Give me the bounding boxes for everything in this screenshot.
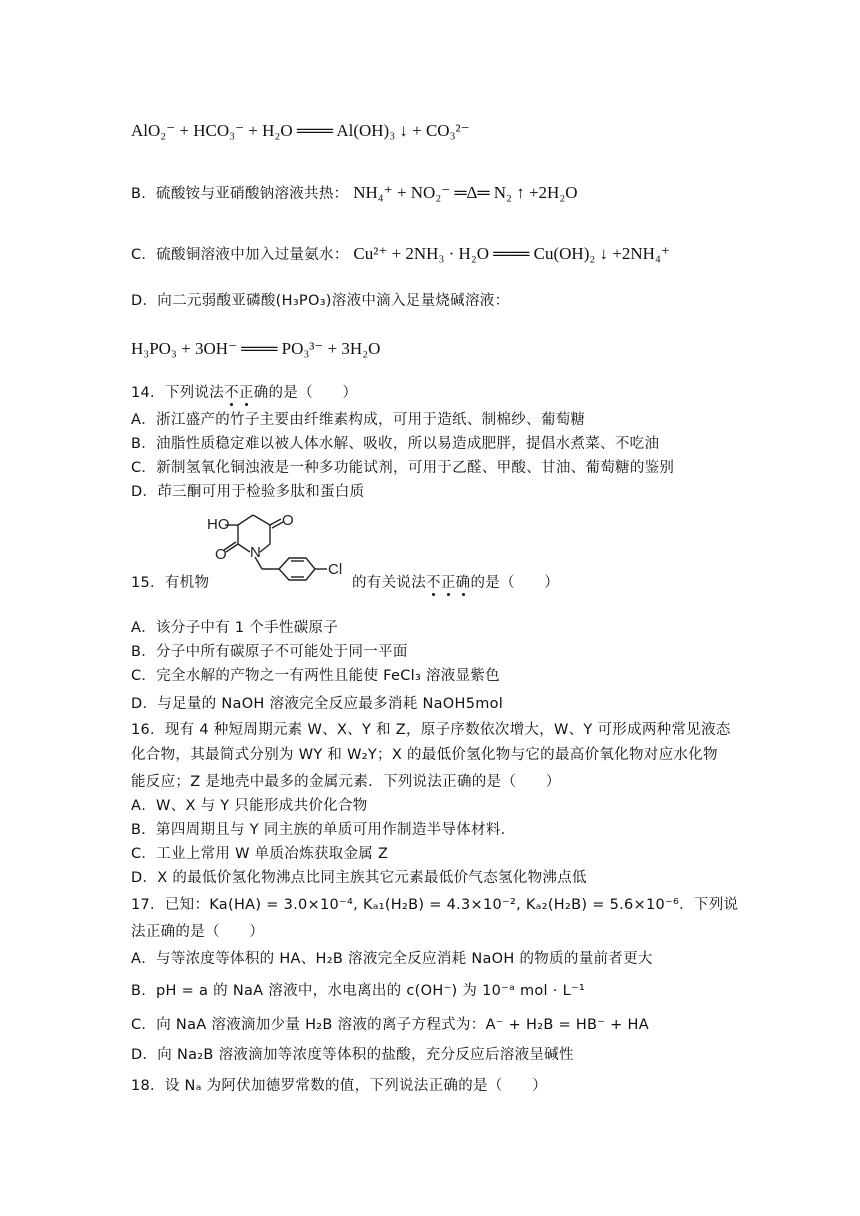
q13-option-b-text: B．硫酸铵与亚硝酸钠溶液共热：	[131, 186, 349, 202]
q13-option-c-equation: Cu²⁺ + 2NH₃ · H₂O ═══ Cu(OH)₂ ↓ +2NH₄⁺	[353, 244, 670, 263]
q14-stem-a: 14．下列说法	[131, 385, 225, 401]
q14-option-d: D．茚三酮可用于检验多肽和蛋白质	[131, 484, 365, 500]
molecule-structure	[196, 509, 356, 589]
q15-stem-c: 的是（ ）	[470, 575, 560, 591]
q15-stem-dot2: 正	[440, 575, 456, 591]
q15-stem	[352, 572, 559, 594]
q17-stem-line2: 法正确的是（ ）	[131, 924, 265, 940]
q16-stem-line1: 16．现有 4 种短周期元素 W、X、Y 和 Z，原子序数依次增大，W、Y 可形成两种常见液态	[131, 722, 731, 738]
q16-option-c: C．工业上常用 W 单质冶炼获取金属 Z	[131, 846, 389, 862]
q13-option-d-equation: H₃PO₃ + 3OH⁻ ═══ PO₃³⁻ + 3H₂O	[131, 339, 381, 358]
q15-stem-dot1: 不	[426, 575, 441, 591]
q15-stem-dot3: 确	[455, 575, 471, 591]
mol-o2: O	[215, 546, 227, 563]
q17-stem-line1: 17．已知：Ka(HA) = 3.0×10⁻⁴, Kₐ₁(H₂B) = 4.3×10⁻², Kₐ₂(H₂B) = 5.6×10⁻⁶．下列说	[131, 897, 739, 913]
q15-option-c: C．完全水解的产物之一有两性且能使 FeCl₃ 溶液显紫色	[131, 668, 500, 684]
q15-option-d: D．与足量的 NaOH 溶液完全反应最多消耗 NaOH5mol	[131, 696, 504, 712]
q14-stem-b: 确的是（ ）	[253, 385, 358, 401]
q13-option-b	[131, 182, 578, 205]
q16-stem-line3: 能反应；Z 是地壳中最多的金属元素．下列说法正确的是（ ）	[131, 774, 561, 790]
q13-option-c	[131, 243, 670, 266]
q13-option-a-equation: AlO₂⁻ + HCO₃⁻ + H₂O ═══ Al(OH)₃ ↓ + CO₃²⁻	[131, 121, 470, 140]
q14-stem-dot1: 不	[224, 385, 239, 401]
q18-stem: 18．设 Nₐ 为阿伏加德罗常数的值，下列说法正确的是（ ）	[131, 1078, 547, 1094]
q14-stem	[131, 382, 357, 404]
q16-stem-line2: 化合物，其最简式分别为 WY 和 W₂Y；X 的最低价氢化物与它的最高价氧化物对应水化物	[131, 747, 718, 763]
q17-option-a: A．与等浓度等体积的 HA、H₂B 溶液完全反应消耗 NaOH 的物质的量前者更大	[131, 951, 653, 967]
q13-option-b-equation: NH₄⁺ + NO₂⁻ ═Δ═ N₂ ↑ +2H₂O	[353, 183, 578, 202]
q14-option-a: A．浙江盛产的竹子主要由纤维素构成，可用于造纸、制棉纱、葡萄糖	[131, 412, 586, 428]
q17-option-d: D．向 Na₂B 溶液滴加等浓度等体积的盐酸，充分反应后溶液呈碱性	[131, 1047, 574, 1063]
q15-stem-a: 15．有机物	[131, 575, 210, 591]
q17-option-b: B．pH = a 的 NaA 溶液中，水电离出的 c(OH⁻) 为 10⁻ᵃ mol · L⁻¹	[131, 983, 586, 999]
mol-o1: O	[282, 512, 294, 529]
mol-n: N	[250, 544, 261, 561]
q13-option-d-text: D．向二元弱酸亚磷酸(H₃PO₃)溶液中滴入足量烧碱溶液：	[131, 293, 510, 309]
q15-option-b: B．分子中所有碳原子不可能处于同一平面	[131, 644, 408, 660]
q15-option-a: A．该分子中有 1 个手性碳原子	[131, 620, 339, 636]
q15-stem-b: 的有关说法	[352, 575, 426, 591]
q14-option-c: C．新制氢氧化铜浊液是一种多功能试剂，可用于乙醛、甲酸、甘油、葡萄糖的鉴别	[131, 460, 675, 476]
q16-option-b: B．第四周期且与 Y 同主族的单质可用作制造半导体材料．	[131, 822, 516, 838]
mol-cl: Cl	[328, 561, 343, 578]
q17-option-c: C．向 NaA 溶液滴加少量 H₂B 溶液的离子方程式为：A⁻ + H₂B = HB⁻ + HA	[131, 1017, 649, 1033]
q16-option-a: A．W、X 与 Y 只能形成共价化合物	[131, 798, 368, 814]
q16-option-d: D．X 的最低价氢化物沸点比同主族其它元素最低价气态氢化物沸点低	[131, 870, 587, 886]
q14-option-b: B．油脂性质稳定难以被人体水解、吸收，所以易造成肥胖，提倡水煮菜、不吃油	[131, 436, 660, 452]
mol-ho: HO	[207, 516, 230, 533]
q14-stem-dot2: 正	[238, 385, 254, 401]
q13-option-c-text: C．硫酸铜溶液中加入过量氨水：	[131, 247, 349, 263]
